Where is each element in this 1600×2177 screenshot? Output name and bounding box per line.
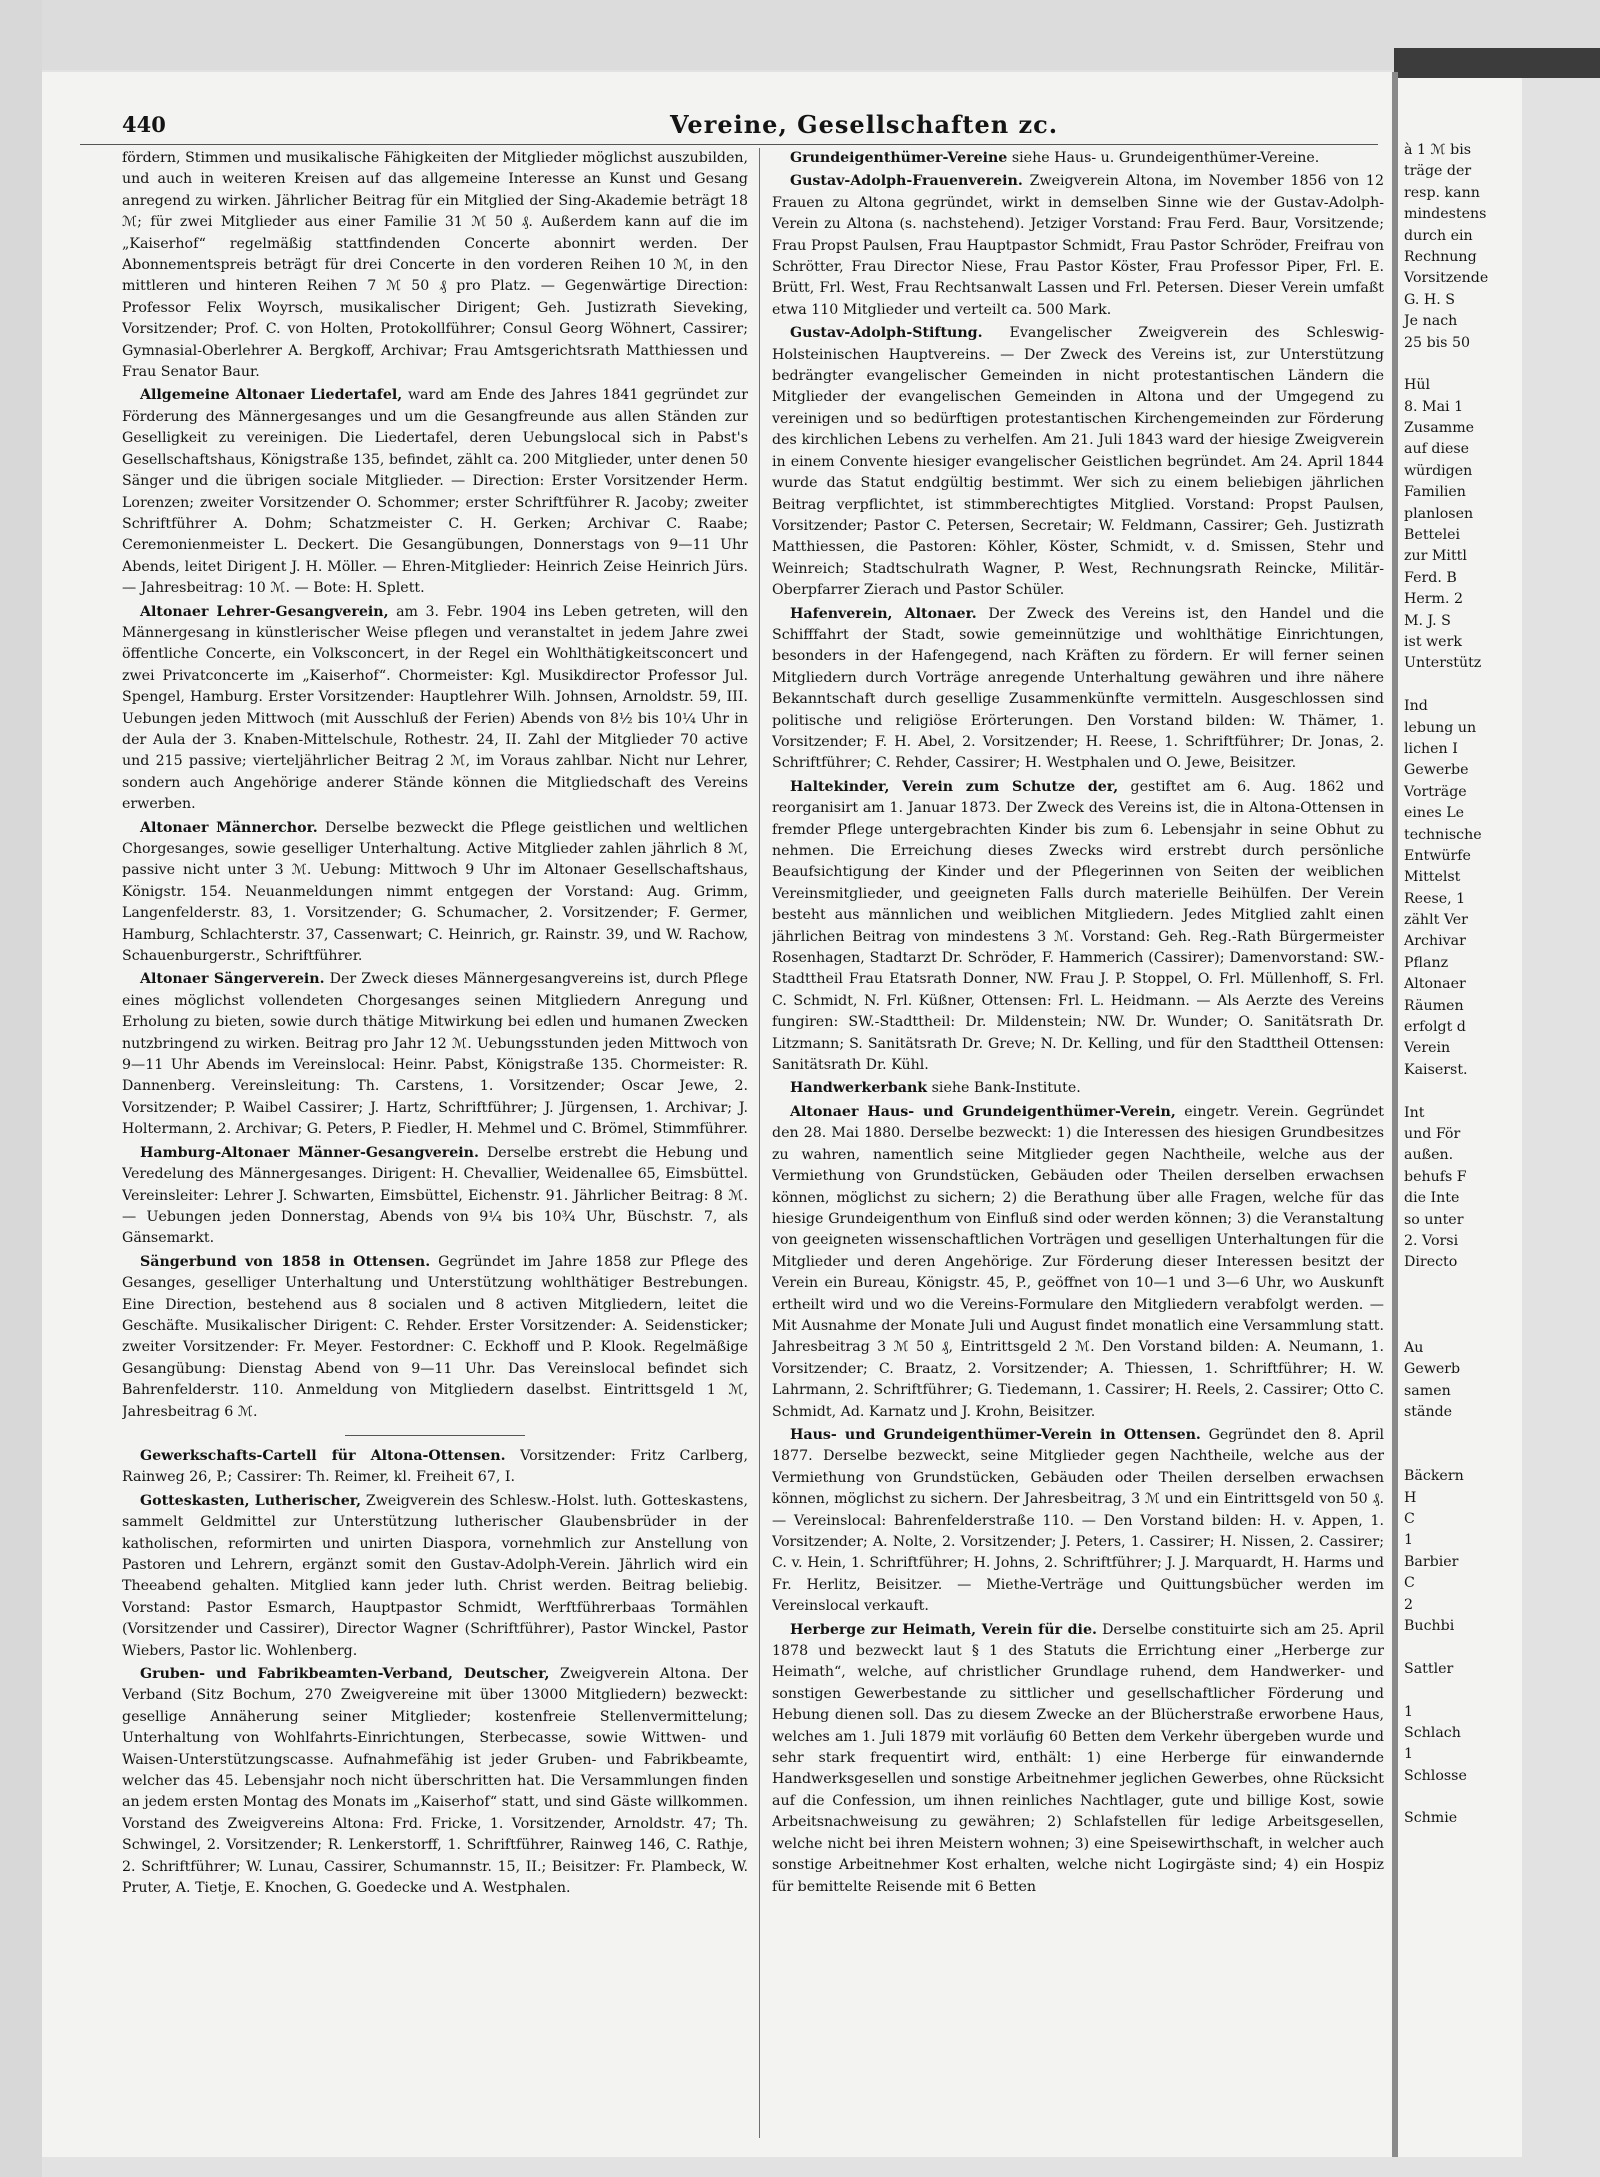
entry-paragraph xyxy=(122,602,748,816)
fragment-line: Archivar xyxy=(1404,933,1466,950)
entry-heading: Altonaer Haus- und Grundeigenthümer-Verein, xyxy=(790,1103,1176,1120)
entry-paragraph xyxy=(122,385,748,599)
fragment-line: Reese, 1 xyxy=(1404,890,1466,907)
fragment-line: C xyxy=(1404,1511,1415,1527)
entry-heading: Herberge zur Heimath, Verein für die. xyxy=(790,1621,1097,1638)
entry-text: Vorsitzender: Fritz Carlberg, Rainweg 26, P.; Cassirer: Th. Reimer, kl. Freiheit 67, I. xyxy=(122,1447,748,1486)
fragment-line xyxy=(1398,1316,1600,1337)
fragment-line: samen xyxy=(1404,1382,1451,1399)
entry-paragraph xyxy=(772,1102,1384,1423)
entry-heading: Gewerkschafts-Cartell für Altona-Ottensen. xyxy=(140,1447,506,1464)
entry-text: Derselbe bezweckt die Pflege geistlichen und weltlichen Chorgesanges, sowie geselliger Unterhaltung. Active Mitglieder zahlen jährlich 8 ℳ, passive nicht unter 3 ℳ. Uebung: Mittwoch 9 Uhr im Altonaer Gesellschaftshaus, Königstr. 154. Neuanmeldungen nimmt entgegen der Vorstand: Aug. Grimm, Langenfelderstr. 83, 1. Vorsitzender; G. Schumacher, 2. Vorsitzender; F. Germer, Hamburg, Schlachterstr. 37, Cassenwart; C. Heinrich, gr. Rainstr. 39, und W. Rachow, Schauenburgerstr., Schriftführer. xyxy=(122,819,748,965)
fragment-line: 2. Vorsi xyxy=(1404,1232,1459,1249)
entry-paragraph xyxy=(772,604,1384,775)
fragment-line: Ind xyxy=(1404,698,1428,715)
fragment-line: G. H. S xyxy=(1404,291,1455,308)
entry-heading: Grundeigenthümer-Vereine xyxy=(790,150,1008,166)
fragment-line: Vorsitzende xyxy=(1404,270,1489,287)
entry-paragraph xyxy=(122,969,748,1140)
entry-text: ward am Ende des Jahres 1841 gegründet zur Förderung des Männergesanges und um die Gesangfreunde aus allen Ständen zur Geselligkeit zu vereinigen. Die Liedertafel, deren Uebungslocal sich in Pabst's Gesellschaftshaus, Königstraße 135, befindet, zählt ca. 200 Mitglieder, unter denen 50 Sänger und die übrigen sociale Mitglieder. — Direction: Erster Vorsitzender Herm. Lorenzen; zweiter Vorsitzender O. Schommer; erster Schriftführer R. Jacoby; zweiter Schriftführer A. Dohm; Schatzmeister C. H. Gerken; Archivar C. Raabe; Ceremonienmeister L. Deckert. Die Gesangübungen, Donnerstags von 9—11 Uhr Abends, leitet Dirigent J. H. Möller. — Ehren-Mitglieder: Heinrich Zeise Heinrich Jürs. — Jahresbeitrag: 10 ℳ. — Bote: H. Splett. xyxy=(122,387,748,597)
entry-text: Derselbe constituirte sich am 25. April 1878 und bezweckt laut § 1 des Statuts die Errichtung einer „Herberge zur Heimath“, welche, auf christlicher Grundlage ruhend, dem Handwerker- und sonstigen Gewerbestande zu sittlicher und gesellschaftlicher Förderung und Hebung dienen soll. Das zu diesem Zwecke an der Blücherstraße erworbene Haus, welches am 1. Juli 1879 mit vorläufig 60 Betten dem Verkehr übergeben wurde und sehr stark frequentirt wird, enthält: 1) eine Herberge für einwandernde Handwerksgesellen und sonstige Arbeitnehmer jeglichen Gewerbes, ohne Rücksicht auf die Confession, um ihnen reinliches Nachtlager, gute und billige Kost, sowie Arbeitsnachweisung zu gewähren; 2) Schlafstellen für ledige Arbeitsgesellen, welche nicht bei ihren Meistern wohnen; 3) eine Speisewirthschaft, in welcher auch sonstige Arbeitnehmer Kost erhalten, welche nicht Logirgäste sind; 4) ein Hospiz für bemittelte Reisende mit 6 Betten xyxy=(772,1621,1384,1895)
entry-heading: Gustav-Adolph-Stiftung. xyxy=(790,325,983,342)
fragment-line: würdigen xyxy=(1404,462,1473,479)
entry-text: gestiftet am 6. Aug. 1862 und reorganisirt am 1. Januar 1873. Der Zweck des Vereins ist, die in Altona-Ottensen in fremder Pflege untergebrachten Kinder bis zum 6. Lebensjahr in seine Obhut zu nehmen. Die Erreichung dieses Zwecks wird erstrebt durch persönliche Beaufsichtigung der Kinder und der Pflegerinnen von Seiten der weiblichen Vereinsmitglieder, und geeigneten Falls durch materielle Beihülfen. Der Verein besteht aus männlichen und weiblichen Mitgliedern. Jedes Mitglied zahlt einen jährlichen Beitrag von mindestens 3 ℳ. Vorstand: Geh. Reg.-Rath Bürgermeister Rosenhagen, Stadtarzt Dr. Schröder, F. Hammerich (Cassirer); Damenvorstand: SW.-Stadttheil Frau Etatsrath Donner, NW. Frau J. P. Stoppel, O. Frl. Müllenhoff, S. Frl. C. Schmidt, N. Frl. Küßner, Ottensen: Frl. L. Heidmann. — Als Aerzte des Vereins fungiren: SW.-Stadttheil: Dr. Mildenstein; NW. Dr. Wunder; O. Sanitätsrath Dr. Litzmann; S. Sanitätsrath Dr. Greve; N. Dr. Kelling, und für den Stadttheil Ottensen: Sanitätsrath Dr. Kühl. xyxy=(772,778,1384,1074)
fragment-line: zählt Ver xyxy=(1404,912,1468,929)
entry-heading: Handwerkerbank xyxy=(790,1080,928,1097)
fragment-line: 25 bis 50 xyxy=(1404,334,1471,351)
column-divider xyxy=(759,148,760,2138)
entry-paragraph xyxy=(122,1491,748,1662)
fragment-line xyxy=(1398,1637,1600,1658)
entry-text: Zweigverein des Schlesw.-Holst. luth. Gotteskastens, sammelt Geldmittel zur Unterstützung lutherischer Glaubensbrüder in der katholischen, reformirten und unirten Diaspora, vornehmlich zur Anstellung von Pastoren und Lehrern, ergänzt somit den Gustav-Adolph-Verein. Jährlich wird ein Theeabend gehalten. Mitglied kann jeder luth. Christ werden. Beitrag beliebig. Vorstand: Pastor Esmarch, Hauptpastor Schmidt, Werftführerbaas Tormählen (Vorsitzender und Cassirer), Director Wagner (Schriftführer), Pastor Winckel, Pastor Wiebers, Pastor lic. Wohlenberg. xyxy=(122,1492,748,1659)
entry-paragraph xyxy=(772,1425,1384,1618)
fragment-line: M. J. S xyxy=(1404,612,1451,629)
entry-text: Der Zweck des Vereins ist, den Handel und die Schifffahrt der Stadt, sowie gemeinnützige und wohlthätige Einrichtungen, besonders in der Hafengegend, nach Kräften zu fördern. Er will ferner seinen Mitgliedern durch Vorträge anregende Unterhaltung gewähren und ihre nähere Bekanntschaft durch gesellige Zusammenkünfte vermitteln. Ausgeschlossen sind politische und religiöse Erörterungen. Den Vorstand bilden: W. Thämer, 1. Vorsitzender; F. H. Abel, 2. Vorsitzender; H. Reese, 1. Schriftführer; Dr. Jonas, 2. Schriftführer; C. Rehder, Cassirer; H. Westphalen und O. Jewe, Beisitzer. xyxy=(772,605,1384,772)
entry-text: Gegründet den 8. April 1877. Derselbe bezweckt, seine Mitglieder gegen Nachtheile, welche aus der Vermiethung von Grundstücken, Gebäuden oder Theilen derselben erwachsen können, möglichst zu sichern. Der Jahresbeitrag, 3 ℳ und ein Eintrittsgeld von 50 ₰. — Vereinslocal: Bahrenfelderstraße 110. — Den Vorstand bilden: H. v. Appen, 1. Vorsitzender; A. Nolte, 2. Vorsitzender; J. Peters, 1. Cassirer; H. Nissen, 2. Cassirer; C. v. Hein, 1. Schriftführer; H. Johns, 2. Schriftführer; J. J. Marquardt, H. Harms und Fr. Herlitz, Beisitzer. — Miethe-Verträge und Quittungsbücher werden im Vereinslocal verkauft. xyxy=(772,1426,1384,1615)
page-number: 440 xyxy=(122,112,166,137)
fragment-line: stände xyxy=(1404,1404,1453,1421)
facing-page-fragment xyxy=(1398,140,1600,2020)
fragment-line: Verein xyxy=(1404,1040,1451,1057)
entry-heading: Altonaer Sängerverein. xyxy=(140,971,325,988)
entry-text: Zweigverein Altona, im November 1856 von 12 Frauen zu Altona gegründet, wirkt in demselben Sinne wie der Gustav-Adolph-Verein zu Altona (s. nachstehend). Jetziger Vorstand: Frau Ferd. Baur, Vorsitzende; Frau Propst Paulsen, Frau Hauptpastor Schmidt, Frau Pastor Schröder, Freifrau von Schrötter, Frau Director Niese, Frau Pastor Köster, Frau Professor Piper, Frl. E. Brütt, Frl. West, Frau Rechtsanwalt Lassen und Frl. Petersen. Dieser Verein umfaßt etwa 110 Mitglieder und verteilt ca. 500 Mark. xyxy=(772,173,1384,318)
fragment-line xyxy=(1398,1274,1600,1295)
fragment-line xyxy=(1398,1787,1600,1808)
fragment-line: 2 xyxy=(1404,1596,1414,1613)
entry-text: siehe Bank-Institute. xyxy=(931,1080,1081,1097)
entry-paragraph xyxy=(122,148,748,383)
fragment-line: Schlosse xyxy=(1404,1767,1467,1784)
fragment-line: Ferd. B xyxy=(1404,569,1457,586)
fragment-line: lichen I xyxy=(1404,740,1458,757)
scan-dark-margin xyxy=(1394,48,1600,78)
fragment-line: 1 xyxy=(1404,1703,1414,1720)
fragment-line: Entwürfe xyxy=(1404,847,1471,864)
entry-paragraph xyxy=(772,1620,1384,1898)
fragment-line xyxy=(1398,1445,1600,1466)
fragment-line: planlosen xyxy=(1404,505,1474,522)
fragment-line: mindestens xyxy=(1404,206,1487,223)
entry-text: fördern, Stimmen und musikalische Fähigkeiten der Mitglieder möglichst auszubilden, und auch in weiteren Kreisen auf das allgemeine Interesse an Kunst und Gesang anregend zu wirken. Jährlicher Beitrag für ein Mitglied der Sing-Akademie beträgt 18 ℳ; für zwei Mitglieder aus einer Familie 31 ℳ 50 ₰. Außerdem kann auf die im „Kaiserhof“ regelmäßig stattfindenden Concerte abonnirt werden. Der Abonnementspreis beträgt für drei Concerte in den vorderen Reihen 10 ℳ, in den mittleren und hinteren Reihen 7 ℳ 50 ₰ pro Platz. — Gegenwärtige Direction: Professor Felix Woyrsch, musikalischer Dirigent; Geh. Justizrath Sieveking, Vorsitzender; Prof. C. von Holten, Protokollführer; Consul Georg Wöhnert, Cassirer; Gymnasial-Oberlehrer A. Bergkoff, Archivar; Frau Amtsgerichtsrath Matthiessen und Frau Senator Baur. xyxy=(122,150,748,381)
fragment-line: C xyxy=(1404,1575,1415,1592)
entry-text: Zweigverein Altona. Der Verband (Sitz Bochum, 270 Zweigvereine mit über 13000 Mitgliedern) bezweckt: gesellige Annäherung seiner Mitglieder; kostenfreie Stellenvermittelung; Unterhaltung von Wohlfahrts-Einrichtungen, Sterbecasse, sowie Wittwen- und Waisen-Unterstützungscasse. Aufnahmefähig ist jeder Gruben- und Fabrikbeamte, welcher das 45. Lebensjahr noch nicht überschritten hat. Die Versammlungen finden an jedem ersten Montag des Monats im „Kaiserhof“ statt, und sind Gäste willkommen. Vorstand des Zweigvereins Altona: Frd. Fricke, 1. Vorsitzender, Arnoldstr. 47; Th. Schwingel, 2. Vorsitzender; R. Lenkerstorff, 1. Schriftführer, Rainweg 146, C. Rathje, 2. Schriftführer; W. Lunau, Cassirer, Schumannstr. 15, II.; Beisitzer: Fr. Plambeck, W. Pruter, A. Tietje, E. Knochen, G. Goedecke und A. Westphalen. xyxy=(122,1666,748,1897)
entry-text: eingetr. Verein. Gegründet den 28. Mai 1880. Derselbe bezweckt: 1) die Interessen des hiesigen Grundbesitzes zu wahren, namentlich seine Mitglieder gegen Nachtheile, welche aus der Vermiethung von Grundstücken, Gebäuden oder Theilen derselben erwachsen können, möglichst zu sichern; 2) die Berathung über alle Fragen, welche für das hiesige Grundeigenthum von Einfluß sind oder werden können; 3) die Veranstaltung von geeigneten wissenschaftlichen Vorträgen und geselligen Unterhaltungen für die Mitglieder und deren Angehörige. Zur Förderung dieser Interessen besitzt der Verein ein Bureau, Königstr. 45, P., geöffnet von 10—1 und 3—6 Uhr, wo Auskunft ertheilt wird und wo die Vereins-Formulare den Mitgliedern verabfolgt werden. — Mit Ausnahme der Monate Juli und August findet monatlich eine Versammlung statt. Jahresbeitrag 3 ℳ 50 ₰, Eintrittsgeld 2 ℳ. Den Vorstand bilden: A. Neumann, 1. Vorsitzender; C. Braatz, 2. Vorsitzender; A. Thiessen, 1. Schriftführer; H. W. Lahrmann, 2. Schriftführer; G. Tiedemann, 1. Cassirer; H. Reels, 2. Cassirer; Otto C. Schmidt, Ad. Karnatz und J. Krohn, Beisitzer. xyxy=(772,1103,1384,1420)
fragment-line: Bettelei xyxy=(1404,527,1461,544)
fragment-line: Mittelst xyxy=(1404,869,1461,886)
entry-text: siehe Haus- u. Grundeigenthümer-Vereine. xyxy=(1011,150,1320,166)
fragment-line xyxy=(1398,675,1600,696)
fragment-line: träge der xyxy=(1404,163,1472,180)
fragment-line: H xyxy=(1404,1489,1417,1506)
fragment-line: Directo xyxy=(1404,1254,1458,1271)
entry-text: Der Zweck dieses Männergesangvereins ist, durch Pflege eines möglichst vollendeten Chorgesanges seinen Mitgliedern Anregung und Erholung zu bieten, sowie durch thätige Mitwirkung bei edlen und humanen Zwecken nutzbringend zu wirken. Beitrag pro Jahr 12 ℳ. Uebungsstunden jeden Mittwoch von 9—11 Uhr Abends im Vereinslocal: Heinr. Pabst, Königstraße 135. Chormeister: R. Dannenberg. Vereinsleitung: Th. Carstens, 1. Vorsitzender; Oscar Jewe, 2. Vorsitzender; P. Waibel Cassirer; J. Hartz, Schriftführer; J. Jürgensen, 1. Archivar; J. Holtermann, 2. Archivar; G. Peters, P. Fiedler, H. Mehmel und C. Brömel, Stimmführer. xyxy=(122,971,748,1138)
fragment-line: durch ein xyxy=(1404,227,1473,244)
fragment-line: Int xyxy=(1404,1104,1425,1121)
entry-heading: Altonaer Männerchor. xyxy=(140,819,318,836)
fragment-line: à 1 ℳ bis xyxy=(1404,142,1472,158)
entry-paragraph xyxy=(772,148,1384,169)
entry-paragraph xyxy=(772,1078,1384,1099)
fragment-line: erfolgt d xyxy=(1404,1019,1466,1036)
entry-paragraph xyxy=(122,1664,748,1899)
fragment-line: Familien xyxy=(1404,484,1466,501)
fragment-line: ist werk xyxy=(1404,633,1462,650)
fragment-line: und För xyxy=(1404,1125,1461,1142)
fragment-line: Buchbi xyxy=(1404,1617,1455,1634)
fragment-line xyxy=(1398,1295,1600,1316)
fragment-line: lebung un xyxy=(1404,719,1477,736)
entry-paragraph xyxy=(122,1446,748,1489)
fragment-line: Altonaer xyxy=(1404,976,1466,993)
entry-text: Derselbe erstrebt die Hebung und Veredelung des Männergesanges. Dirigent: H. Chevallier, Weidenallee 65, Eimsbüttel. Vereinsleiter: Lehrer J. Schwarten, Eimsbüttel, Eichenstr. 91. Jährlicher Beitrag: 8 ℳ. — Uebungen jeden Donnerstag, Abends von 9¼ bis 10¾ Uhr, Büschstr. 7, als Gänsemarkt. xyxy=(122,1144,748,1247)
entry-text: Evangelischer Zweigverein des Schleswig-Holsteinischen Hauptvereins. — Der Zweck des Vereins ist, zur Unterstützung bedrängter evangelischer Gemeinden in nicht protestantischen Ländern die Mitglieder der evangelischen Gemeinden in Altona und der Umgegend zu vereinigen und so bedürftigen protestantischen Kirchengemeinden zur Förderung des kirchlichen Lebens zu verhelfen. Am 21. Juli 1843 ward der hiesige Zweigverein in einem Convente hiesiger evangelischer Geistlichen begründet. Am 24. April 1844 wurde das Statut endgültig bestimmt. Wer sich zu einem beliebigen jährlichen Beitrag verpflichtet, ist stimmberechtigtes Mitglied. Vorstand: Propst Paulsen, Vorsitzender; Pastor C. Petersen, Secretair; W. Feldmann, Cassirer; Geh. Justizrath Matthiessen, die Pastoren: Köhler, Köster, Schmidt, v. d. Smissen, Stehr und Weinreich; Stadtschulrath Wagner, P. West, Rechnungsrath Reincke, Militär-Oberpfarrer Zierach und Pastor Schüler. xyxy=(772,325,1384,599)
entry-heading: Gruben- und Fabrikbeamten-Verband, Deutscher, xyxy=(140,1666,550,1683)
entry-paragraph xyxy=(772,323,1384,601)
fragment-line: Pflanz xyxy=(1404,954,1449,971)
fragment-line: auf diese xyxy=(1404,441,1470,458)
running-header xyxy=(80,108,1378,145)
entry-heading: Hamburg-Altonaer Männer-Gesangverein. xyxy=(140,1144,479,1161)
scan-background-left xyxy=(0,0,42,2177)
fragment-line xyxy=(1398,1680,1600,1701)
section-separator xyxy=(345,1435,525,1436)
fragment-line: Räumen xyxy=(1404,997,1464,1014)
entry-paragraph xyxy=(122,1252,748,1423)
fragment-line: Barbier xyxy=(1404,1553,1459,1570)
entry-paragraph xyxy=(772,171,1384,321)
entry-heading: Sängerbund von 1858 in Ottensen. xyxy=(140,1253,431,1270)
entry-paragraph xyxy=(122,818,748,968)
fragment-line: Je nach xyxy=(1404,313,1458,330)
running-title: Vereine, Gesellschaften zc. xyxy=(670,110,1059,139)
fragment-line: Kaiserst. xyxy=(1404,1061,1468,1078)
right-column xyxy=(772,148,1384,2146)
fragment-line: Sattler xyxy=(1404,1660,1454,1677)
entry-heading: Gustav-Adolph-Frauenverein. xyxy=(790,173,1023,190)
fragment-line: Schlach xyxy=(1404,1724,1461,1741)
fragment-line xyxy=(1398,1081,1600,1102)
entry-paragraph xyxy=(772,777,1384,1077)
fragment-line: 8. Mai 1 xyxy=(1404,398,1464,415)
left-column xyxy=(122,148,748,2146)
entry-paragraph xyxy=(122,1143,748,1250)
fragment-line: Gewerbe xyxy=(1404,762,1469,779)
fragment-line: zur Mittl xyxy=(1404,548,1467,565)
entry-heading: Hafenverein, Altonaer. xyxy=(790,605,977,622)
fragment-line: technische xyxy=(1404,826,1482,843)
fragment-line: 1 xyxy=(1404,1746,1414,1763)
entry-heading: Haltekinder, Verein zum Schutze der, xyxy=(790,778,1119,795)
entry-heading: Allgemeine Altonaer Liedertafel, xyxy=(140,387,403,404)
fragment-line: Herm. 2 xyxy=(1404,591,1464,608)
scan-background-top xyxy=(0,0,1600,70)
fragment-line: Zusamme xyxy=(1404,420,1475,437)
fragment-line: Au xyxy=(1404,1339,1424,1356)
fragment-line: außen. xyxy=(1404,1147,1454,1164)
fragment-line: Hül xyxy=(1404,377,1431,394)
fragment-line: behufs F xyxy=(1404,1168,1467,1185)
fragment-line: Rechnung xyxy=(1404,248,1477,265)
fragment-line: Vorträge xyxy=(1404,783,1467,800)
entry-heading: Altonaer Lehrer-Gesangverein, xyxy=(140,603,389,620)
entry-heading: Gotteskasten, Lutherischer, xyxy=(140,1492,362,1509)
entry-heading: Haus- und Grundeigenthümer-Verein in Ottensen. xyxy=(790,1426,1201,1443)
fragment-line: die Inte xyxy=(1404,1190,1460,1207)
entry-text: Gegründet im Jahre 1858 zur Pflege des Gesanges, geselliger Unterhaltung und Unterstützung wohlthätiger Bestrebungen. Eine Direction, bestehend aus 8 socialen und 8 activen Mitgliedern, leitet die Geschäfte. Musikalischer Dirigent: C. Rehder. Erster Vorsitzender: A. Seidensticker; zweiter Vorsitzender: Fr. Meyer. Festordner: C. Eckhoff und P. Klook. Regelmäßige Gesangübung: Dienstag Abend von 9—11 Uhr. Das Vereinslocal befindet sich Bahrenfelderstr. 110. Anmeldung von Mitgliedern daselbst. Eintrittsgeld 1 ℳ, Jahresbeitrag 6 ℳ. xyxy=(122,1253,748,1420)
fragment-line: Bäckern xyxy=(1404,1468,1464,1485)
entry-text: am 3. Febr. 1904 ins Leben getreten, will den Männergesang in künstlerischer Weise pflegen und veranstaltet in jedem Jahre zwei öffentliche Concerte, ein Volksconcert, in der Regel ein Wohlthätigkeitsconcert und zwei Privatconcerte im „Kaiserhof“. Chormeister: Kgl. Musikdirector Professor Jul. Spengel, Hamburg. Erster Vorsitzender: Hauptlehrer Wilh. Johnsen, Arnoldstr. 59, III. Uebungen jeden Mittwoch (mit Ausschluß der Ferien) Abends von 8½ bis 10¼ Uhr in der Aula der 3. Knaben-Mittelschule, Rothestr. 24, II. Zahl der Mitglieder 70 active und 215 passive; vierteljährlicher Beitrag 2 ℳ, im Voraus zahlbar. Nicht nur Lehrer, sondern auch Angehörige anderer Stände können die Mitgliedschaft des Vereins erwerben. xyxy=(122,603,748,813)
fragment-line xyxy=(1398,1423,1600,1444)
fragment-line xyxy=(1398,354,1600,375)
fragment-line: 1 xyxy=(1404,1532,1414,1549)
fragment-line: Gewerb xyxy=(1404,1361,1461,1378)
fragment-line: Unterstütz xyxy=(1404,655,1482,672)
fragment-line: resp. kann xyxy=(1404,184,1480,201)
fragment-line: eines Le xyxy=(1404,805,1465,822)
fragment-line: Schmie xyxy=(1404,1810,1458,1827)
fragment-line: so unter xyxy=(1404,1211,1464,1228)
